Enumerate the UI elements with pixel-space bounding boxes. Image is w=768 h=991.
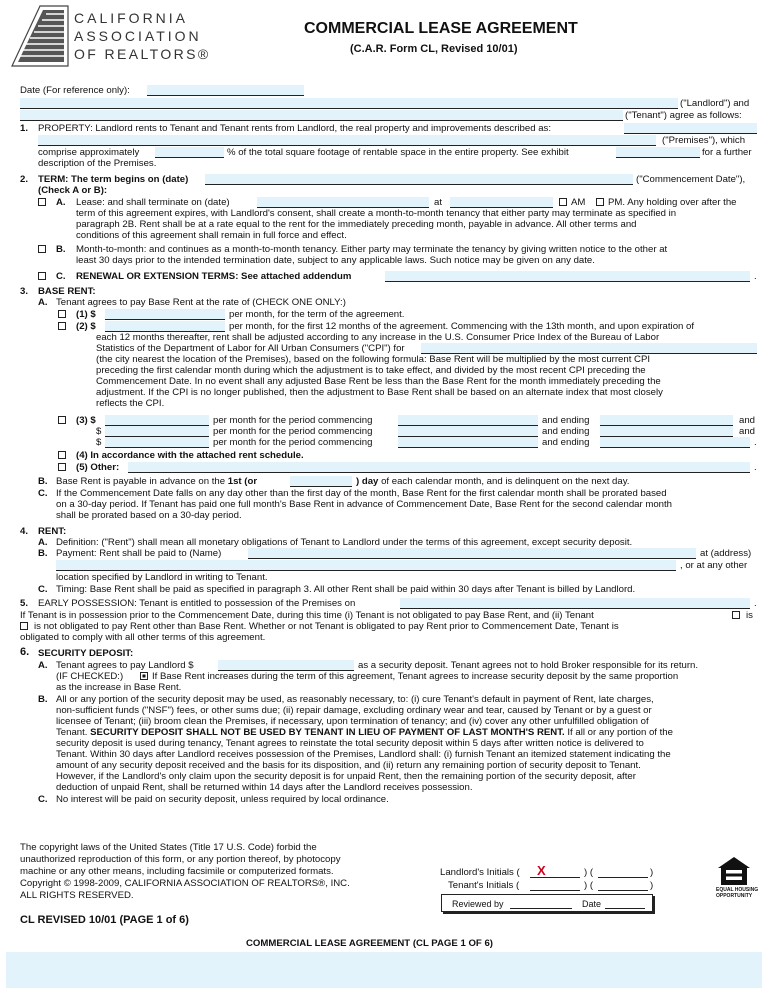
- period-2-ending: and ending: [542, 426, 590, 437]
- rent-a-label: A.: [38, 537, 48, 548]
- revision-label: CL REVISED 10/01 (PAGE 1 of 6): [20, 914, 189, 926]
- base-rent-c-text-3: shall be prorated based on a 30-day period.: [56, 510, 242, 521]
- deposit-b-text-3: licensee of Tenant; (iii) broom clean the Premises, if necessary, upon termination of tenancy; and (iv) cover any other unfulfilled obligation of: [56, 716, 649, 727]
- date-field[interactable]: [147, 85, 304, 96]
- deposit-b-label: B.: [38, 694, 48, 705]
- rent-option-2-text-d: (the city nearest the location of the Premises), based on the following formula: Base Rent will be multiplied by the most current CPI: [96, 354, 651, 365]
- deposit-amount-field[interactable]: [218, 660, 354, 671]
- tenant-name-field[interactable]: [20, 110, 623, 121]
- delinquent-text: of each calendar month, and is delinquent on the next day.: [381, 476, 630, 487]
- base-rent-c-text-2: on a 30-day period. If Tenant has paid one full month's Base Rent in advance of Commencement Date, Base Rent for the second calendar month: [56, 499, 673, 510]
- landlord-paren-end: ): [650, 867, 654, 878]
- option-a-label: A.: [56, 197, 66, 208]
- equal-housing-icon: [716, 856, 752, 886]
- deposit-a-label: A.: [38, 660, 48, 671]
- section-5-number: 5.: [20, 598, 29, 609]
- section-1-number: 1.: [20, 123, 29, 134]
- base-rent-b-label: B.: [38, 476, 48, 487]
- review-date-label: Date: [582, 899, 602, 909]
- rent-option-4-label: (4) In accordance with the attached rent schedule.: [76, 450, 304, 461]
- renewal-checkbox[interactable]: [38, 272, 46, 280]
- not-obligated-checkbox[interactable]: [20, 622, 28, 630]
- base-rent-a-text: Tenant agrees to pay Base Rent at the rate of (CHECK ONE ONLY:): [56, 297, 346, 308]
- premises-label: ("Premises"), which: [662, 135, 746, 146]
- copyright-4: Copyright © 1998-2009, CALIFORNIA ASSOCIATION OF REALTORS®, INC.: [20, 878, 350, 889]
- addendum-field[interactable]: [385, 271, 750, 282]
- rent-option-1-checkbox[interactable]: [58, 310, 66, 318]
- term-label: TERM: The term begins on (date): [38, 174, 189, 185]
- payable-text: Base Rent is payable in advance on the: [56, 476, 226, 487]
- pm-checkbox[interactable]: [596, 198, 604, 206]
- logo-line-2: ASSOCIATION: [74, 28, 202, 44]
- early-possession-text: EARLY POSSESSION: Tenant is entitled to possession of the Premises on: [38, 598, 356, 609]
- deposit-b-text-4: [56, 727, 673, 738]
- month-to-month-text: Month-to-month: and continues as a month-to-month tenancy. Either party may terminate the tenancy by giving written notice to the other at: [76, 244, 668, 255]
- lease-terminate-label: Lease: and shall terminate on (date): [76, 197, 230, 208]
- eho-line-2: OPPORTUNITY: [716, 893, 753, 899]
- landlord-initials-label: Landlord's Initials (: [440, 867, 520, 878]
- period-2-amount[interactable]: [105, 426, 209, 437]
- rent-option-2-text-a: per month, for the first 12 months of the agreement. Commencing with the 13th month, and upon expiration of: [229, 321, 695, 332]
- deposit-b-text-8: However, if the Landlord's only claim upon the security deposit is for unpaid Rent, then the remaining portion of the security deposit, after: [56, 771, 636, 782]
- rent-option-2-text-h: reflects the CPI.: [96, 398, 165, 409]
- rent-b-text: Payment: Rent shall be paid to (Name): [56, 548, 222, 559]
- deposit-warning: SECURITY DEPOSIT SHALL NOT BE USED BY TENANT IN LIEU OF PAYMENT OF LAST MONTH'S RENT.: [90, 727, 565, 738]
- date-label: Date (For reference only):: [20, 85, 130, 96]
- period-1-ending: and ending: [542, 415, 590, 426]
- copyright-1: The copyright laws of the United States (Title 17 U.S. Code) forbid the: [20, 842, 317, 853]
- rent-option-2-amount[interactable]: [105, 321, 225, 332]
- period-3-dollar: $: [96, 437, 102, 448]
- early-possession-text-2: If Tenant is in possession prior to the Commencement Date, during this time (i) Tenant is not obligated to pay Base Rent, and (ii) Tenant: [20, 610, 594, 621]
- comprise-label: comprise approximately: [38, 147, 140, 158]
- base-rent-c-text-1: If the Commencement Date falls on any day other than the first day of the month, Base Rent for the first calendar month shall be prorated based: [56, 488, 667, 499]
- rent-option-5-label: (5) Other:: [76, 462, 120, 473]
- option-b-label: B.: [56, 244, 66, 255]
- tenant-initials-label: Tenant's Initials (: [448, 880, 520, 891]
- tenant-paren-end: ): [650, 880, 654, 891]
- landlord-name-field[interactable]: [20, 98, 678, 109]
- period-3-text: per month for the period commencing: [213, 437, 373, 448]
- deposit-b-text-4c: If all or any portion of the: [567, 727, 673, 738]
- reviewed-by-field[interactable]: [510, 908, 572, 909]
- period-3-end[interactable]: [600, 437, 750, 448]
- period-2-start[interactable]: [398, 426, 538, 437]
- period-1-start[interactable]: [398, 415, 538, 426]
- rent-option-3-label: (3) $: [76, 415, 96, 426]
- rent-option-2-text-e: preceding the first calendar month during which the adjustment is to take effect, and divided by the most recent CPI preceding the: [96, 365, 646, 376]
- deposit-b-text-2: non-sufficient funds ("NSF") fees, or other sums due; (ii) repair damage, excluding ordinary wear and tear, caused by Tenant or by a guest or: [56, 705, 652, 716]
- lease-text-3: paragraph 2B. Rent shall be at a rate equal to the rent for the immediately preceding month, payable in advance. All other terms and: [76, 219, 637, 230]
- deposit-b-text-6: Tenant. Within 30 days after Landlord receives possession of the Premises, Landlord shall: (i) furnish Tenant an itemized statement indicating the: [56, 749, 671, 760]
- lease-checkbox[interactable]: [38, 198, 46, 206]
- first-day-text: 1st (or: [227, 476, 258, 487]
- early-possession-text-3: is not obligated to pay Rent other than Base Rent. Whether or not Tenant is obligated to pay Rent prior to Commencement Date, Tenant is: [34, 621, 619, 632]
- page-title: COMMERCIAL LEASE AGREEMENT: [304, 20, 578, 37]
- rent-option-2-checkbox[interactable]: [58, 322, 66, 330]
- tenant-label: ("Tenant") agree as follows:: [625, 110, 742, 121]
- at-label: at: [434, 197, 443, 208]
- review-date-field[interactable]: [605, 908, 645, 909]
- copyright-3: machine or any other means, including facsimile or computerized formats.: [20, 866, 334, 877]
- lease-text-4: conditions of this agreement shall remain in full force and effect.: [76, 230, 347, 241]
- period-2-end[interactable]: [600, 426, 733, 437]
- rent-option-2-text-g: adjustment. If the CPI is no longer published, then the adjustment to Base Rent shall be based on an alternate index that most closely: [96, 387, 663, 398]
- section-6-number: 6.: [20, 646, 30, 658]
- page-footer-title: COMMERCIAL LEASE AGREEMENT (CL PAGE 1 OF 6): [246, 938, 493, 949]
- rent-option-2-label: (2) $: [76, 321, 96, 332]
- description-text: description of the Premises.: [38, 158, 157, 169]
- terminate-time-field[interactable]: [450, 197, 553, 208]
- deposit-b-text-9: deduction of unpaid Rent, shall be returned within 14 days after the Landlord receives possession.: [56, 782, 473, 793]
- footer-field-band[interactable]: [6, 952, 762, 988]
- rent-option-3-checkbox[interactable]: [58, 416, 66, 424]
- copyright-2: unauthorized reproduction of this form, or any portion thereof, by photocopy: [20, 854, 341, 865]
- base-rent-a-label: A.: [38, 297, 48, 308]
- payee-name-field[interactable]: [248, 548, 696, 559]
- pm-label: PM. Any holding over after the: [608, 197, 737, 208]
- month-to-month-text-2: least 30 days prior to the intended termination date, subject to any applicable laws. Such notice may be given on any date.: [76, 255, 595, 266]
- rent-other-field[interactable]: [128, 462, 750, 473]
- renewal-label: RENEWAL OR EXTENSION TERMS: See attached addendum: [76, 271, 352, 282]
- period-3-period: .: [754, 437, 757, 448]
- month-to-month-checkbox[interactable]: [38, 245, 46, 253]
- landlord-paren-mid: ) (: [584, 867, 594, 878]
- cpi-city-field[interactable]: [421, 343, 757, 354]
- base-rent-b-text: [56, 476, 257, 487]
- tenant-obligated-checkbox[interactable]: [732, 611, 740, 619]
- terminate-date-field[interactable]: [257, 197, 429, 208]
- early-possession-is: is: [746, 610, 753, 621]
- tenant-initials-1[interactable]: [530, 880, 580, 891]
- deposit-b-text-7: amount of any security deposit received and the basis for its disposition, and (ii) return any remaining portion of security deposit to Tenant.: [56, 760, 641, 771]
- percent-text: % of the total square footage of rentable space in the entire property. See exhibit: [227, 147, 569, 158]
- other-location-label: , or at any other: [680, 560, 748, 571]
- deposit-increase-checkbox[interactable]: [140, 672, 148, 680]
- deposit-b-text-5: security deposit is used during tenancy, Tenant agrees to reinstate the total security deposit within 5 days after written notice is delivered to: [56, 738, 644, 749]
- lease-text-2: term of this agreement expires, with Landlord's consent, shall create a month-to-month tenancy that either party may terminate as specified in: [76, 208, 677, 219]
- eho-line-1: EQUAL HOUSING: [716, 887, 759, 893]
- property-text: [38, 123, 551, 134]
- early-possession-period: .: [754, 598, 757, 609]
- form-subtitle: (C.A.R. Form CL, Revised 10/01): [350, 43, 518, 55]
- rent-b-text-2: location specified by Landlord in writing to Tenant.: [56, 572, 268, 583]
- section-4-number: 4.: [20, 526, 29, 537]
- landlord-initials-2[interactable]: [598, 867, 648, 878]
- tenant-word: Tenant.: [56, 727, 88, 738]
- property-description-field[interactable]: [38, 135, 656, 146]
- rent-b-label: B.: [38, 548, 48, 559]
- tenant-paren-mid: ) (: [584, 880, 594, 891]
- section-2-number: 2.: [20, 174, 29, 185]
- renewal-period: .: [754, 271, 757, 282]
- rent-option-2-text-b: each 12 months thereafter, rent shall be adjusted according to any increase in the U.S. Consumer Price Index of the Bureau of Labor: [96, 332, 660, 343]
- deposit-a-text-4: as the increase in Base Rent.: [56, 682, 182, 693]
- option-c-label: C.: [56, 271, 66, 282]
- reviewed-by-label: Reviewed by: [452, 899, 504, 909]
- base-rent-c-label: C.: [38, 488, 48, 499]
- logo-line-1: CALIFORNIA: [74, 10, 189, 26]
- security-deposit-title: SECURITY DEPOSIT:: [38, 648, 134, 659]
- section-3-number: 3.: [20, 286, 29, 297]
- rent-option-1-text: per month, for the term of the agreement.: [229, 309, 405, 320]
- early-possession-text-4: obligated to comply with all other terms of this agreement.: [20, 632, 266, 643]
- payee-address-field[interactable]: [56, 560, 676, 571]
- day-text: ) day: [356, 476, 379, 487]
- deposit-a-text-3: If Base Rent increases during the term of this agreement, Tenant agrees to increase security deposit by the same proportion: [152, 671, 679, 682]
- check-a-or-b: (Check A or B):: [38, 185, 108, 196]
- period-2-dollar: $: [96, 426, 102, 437]
- exhibit-field[interactable]: [616, 147, 700, 158]
- period-1-text: per month for the period commencing: [213, 415, 373, 426]
- period-1-and: and: [739, 415, 756, 426]
- if-checked-label: (IF CHECKED:): [56, 671, 124, 682]
- rent-option-1-label: (1) $: [76, 309, 96, 320]
- rent-option-2-text-c: Statistics of the Department of Labor for All Urban Consumers ("CPI") for: [96, 343, 405, 354]
- initials-mark: X: [537, 863, 546, 878]
- logo-line-3: OF REALTORS®: [74, 46, 211, 62]
- rent-title: RENT:: [38, 526, 67, 537]
- period-2-text: per month for the period commencing: [213, 426, 373, 437]
- early-possession-date[interactable]: [400, 598, 750, 609]
- base-rent-title: BASE RENT:: [38, 286, 96, 297]
- deposit-a-text-2: as a security deposit. Tenant agrees not to hold Broker responsible for its return.: [358, 660, 699, 671]
- car-logo: [10, 4, 240, 70]
- deposit-b-text-1: All or any portion of the security deposit may be used, as reasonably necessary, to: (i) cure Tenant's default in payment of Rent, late charges,: [56, 694, 654, 705]
- base-rent-b-text-2: [356, 476, 629, 487]
- period-1-end[interactable]: [600, 415, 733, 426]
- rent-other-period: .: [754, 462, 757, 473]
- rent-c-text: Timing: Base Rent shall be paid as specified in paragraph 3. All other Rent shall be paid within 30 days after Tenant is billed by Landlord.: [56, 584, 636, 595]
- deposit-c-label: C.: [38, 794, 48, 805]
- am-label: AM: [571, 197, 586, 208]
- term-begin-field[interactable]: [205, 174, 633, 185]
- due-day-field[interactable]: [290, 476, 352, 487]
- rent-option-1-amount[interactable]: [105, 309, 225, 320]
- rent-option-5-checkbox[interactable]: [58, 463, 66, 471]
- tenant-initials-2[interactable]: [598, 880, 648, 891]
- percent-field[interactable]: [155, 147, 224, 158]
- period-3-ending: and ending: [542, 437, 590, 448]
- deposit-c-text: No interest will be paid on security deposit, unless required by local ordinance.: [56, 794, 389, 805]
- period-3-start[interactable]: [398, 437, 538, 448]
- landlord-label: ("Landlord") and: [680, 98, 750, 109]
- rent-option-4-checkbox[interactable]: [58, 451, 66, 459]
- rent-option-2-text-f: Commencement Date. In no event shall any adjusted Base Rent be less than the Base Rent for the month immediately preceding the: [96, 376, 661, 387]
- further-label: for a further: [702, 147, 752, 158]
- commencement-label: ("Commencement Date"),: [636, 174, 746, 185]
- deposit-a-text: Tenant agrees to pay Landlord $: [56, 660, 194, 671]
- am-checkbox[interactable]: [559, 198, 567, 206]
- rent-a-text: Definition: ("Rent") shall mean all monetary obligations of Tenant to Landlord under the terms of this agreement, except security deposit.: [56, 537, 633, 548]
- period-3-amount[interactable]: [105, 437, 209, 448]
- copyright-5: ALL RIGHTS RESERVED.: [20, 890, 134, 901]
- period-2-and: and: [739, 426, 756, 437]
- period-1-amount[interactable]: [105, 415, 209, 426]
- rent-c-label: C.: [38, 584, 48, 595]
- logo-emblem-icon: [10, 4, 72, 68]
- address-label: at (address): [700, 548, 752, 559]
- property-address-field[interactable]: [624, 123, 757, 134]
- property-label: PROPERTY: Landlord rents to Tenant and Tenant rents from Landlord, the real property and improvements described as:: [38, 123, 552, 134]
